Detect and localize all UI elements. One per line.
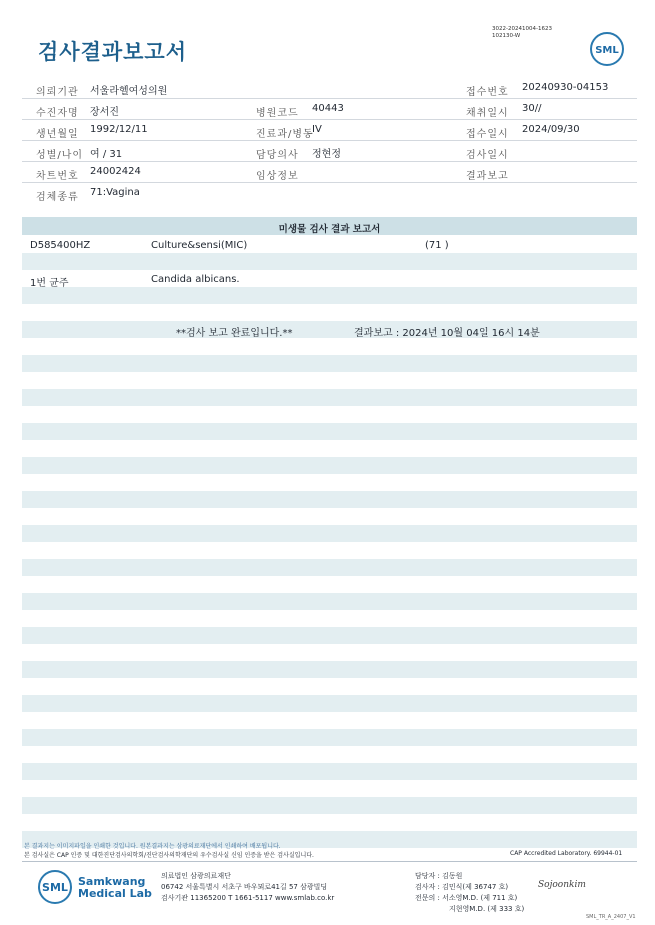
info-value: 71:Vagina [90,187,140,198]
info-value: 서울라헬여성의원 [90,86,168,97]
specimen-code: (71 ) [425,240,449,251]
info-label: 차트번호 [36,171,79,182]
result-band [22,627,637,644]
info-label: 담당의사 [256,150,299,161]
lab-address: 의료법인 삼광의료재단 06742 서울특별시 서초구 바우뫼로41길 57 삼광빌딩 검사기관 11365200 T 1661-5117 www.smlab.co.kr [161,872,335,902]
info-label: 접수번호 [466,87,509,98]
info-value: 30// [522,103,542,114]
result-band [22,593,637,610]
form-code: SML_TR_A_2407_V1 [586,914,636,920]
organism-label: 1번 균주 [30,278,69,289]
result-band [22,355,637,372]
info-value: 정현정 [312,149,341,160]
result-band [22,253,637,270]
info-value: 40443 [312,103,344,114]
document-id: 3022-20241004-1623 102130-W [492,26,552,39]
results-section-title: 미생물 검사 결과 보고서 [278,224,381,235]
info-value: 2024/09/30 [522,124,580,135]
info-value: 24002424 [90,166,141,177]
info-label: 결과보고 [466,171,509,182]
info-row [22,183,637,203]
info-row [22,162,637,183]
brand-logo-mark: SML [38,870,72,904]
result-band [22,661,637,678]
result-band [22,389,637,406]
info-row [22,141,637,162]
info-label: 의뢰기관 [36,87,79,98]
info-value: 1992/12/11 [90,124,148,135]
info-row [22,120,637,141]
result-band [22,559,637,576]
info-value: 장서진 [90,107,119,118]
result-band [22,287,637,304]
info-label: 검체종류 [36,192,79,203]
staff-list: 담당자 : 김동원 검사자 : 김민식(제 36747 호) 전문의 : 서소영M.D. (제 711 호) 지현영M.D. (제 333 호) [415,872,525,913]
sml-logo: SML [590,32,624,66]
report-title: 검사결과보고서 [38,40,188,64]
info-row [22,78,637,99]
organism-name: Candida albicans. [151,274,240,285]
result-band [22,797,637,814]
info-value: 여 / 31 [90,149,123,160]
info-label: 수진자명 [36,108,79,119]
report-time: 결과보고 : 2024년 10월 04일 16시 14분 [354,328,540,339]
info-label: 임상정보 [256,171,299,182]
completion-text: **검사 보고 완료입니다.** [176,328,293,339]
info-row [22,99,637,120]
result-band [22,423,637,440]
result-band [22,729,637,746]
info-label: 검사일시 [466,150,509,161]
info-label: 진료과/병동 [256,129,314,140]
cap-accreditation: CAP Accredited Laboratory. 69944-01 [510,850,623,857]
info-label: 생년월일 [36,129,79,140]
result-band [22,457,637,474]
result-band [22,525,637,542]
test-code: D585400HZ [30,240,91,251]
brand-name: Samkwang Medical Lab [78,875,152,900]
result-band [22,491,637,508]
accreditation-notice: 본 검사실은 CAP 인증 및 대한진단검사의학회/진단검사의학재단의 우수검사실 신임 인증을 받은 검사실입니다. [24,852,314,859]
result-band [22,695,637,712]
info-label: 접수일시 [466,129,509,140]
result-band [22,321,637,338]
info-value: 20240930-04153 [522,82,609,93]
notice-text: 본 결과지는 이미지파일을 인쇄한 것입니다. 원본결과지는 삼광의료재단에서 인쇄하여 배포됩니다. [24,843,281,850]
info-value: IV [312,124,322,135]
test-name: Culture&sensi(MIC) [151,240,248,251]
signature: Sojoonkim [538,880,586,890]
info-label: 성별/나이 [36,150,84,161]
info-label: 채취일시 [466,108,509,119]
footer-divider [22,861,637,862]
result-band [22,763,637,780]
info-label: 병원코드 [256,108,299,119]
